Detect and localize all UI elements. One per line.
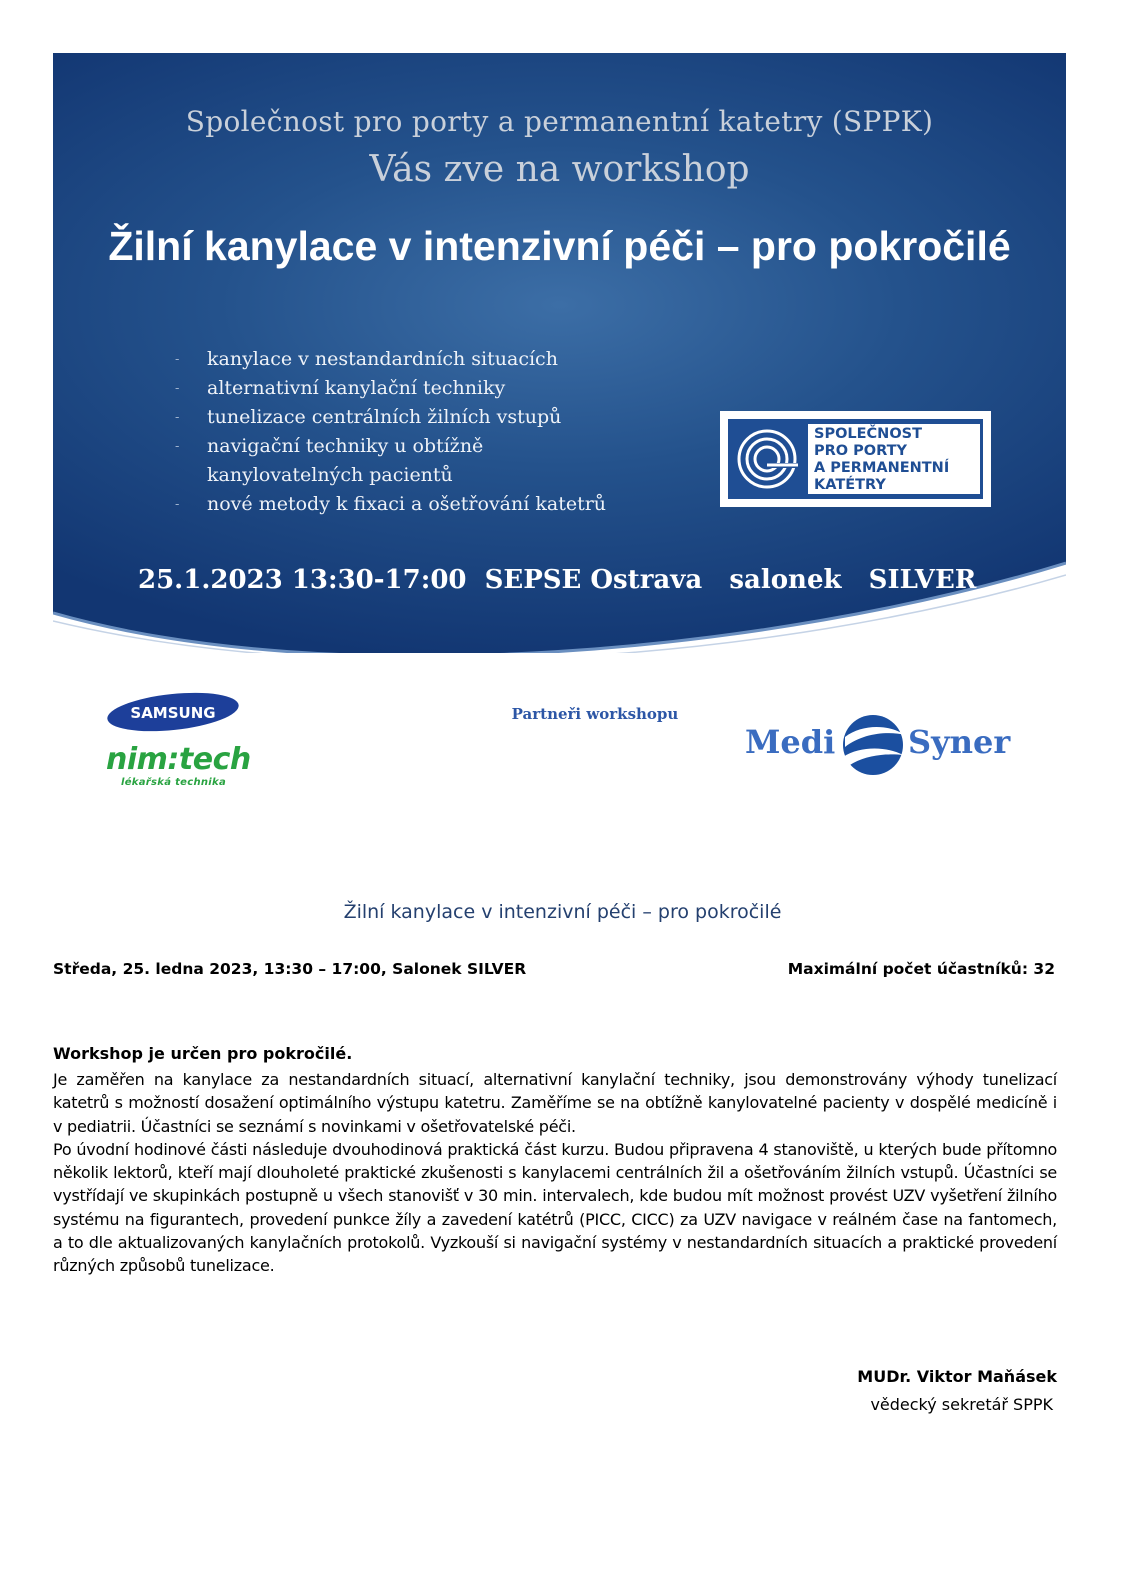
bullet-dash: - xyxy=(175,352,180,367)
signature-role: vědecký sekretář SPPK xyxy=(870,1395,1053,1414)
samsung-text: SAMSUNG xyxy=(130,704,216,722)
topic-text: tunelizace centrálních žilních vstupů xyxy=(207,406,562,428)
logo-line: KATÉTRY xyxy=(814,477,886,493)
workshop-banner xyxy=(53,53,1066,653)
topic-item xyxy=(171,490,691,519)
invitation-text: Vás zve na workshop xyxy=(369,149,750,190)
sppk-logo-text xyxy=(808,424,980,494)
topic-item xyxy=(171,432,547,490)
medisyner-logo-left: Medi xyxy=(745,723,836,761)
nimtech-tagline: lékařská technika xyxy=(121,777,227,788)
topic-list xyxy=(171,345,691,519)
topic-text: navigační techniky u obtížně kanylovatelných pacientů xyxy=(207,435,484,486)
samsung-logo xyxy=(106,691,240,733)
medisyner-globe-icon xyxy=(833,705,913,785)
logo-line: PRO PORTY xyxy=(814,443,908,459)
bullet-dash: - xyxy=(175,497,180,512)
event-when-where: Středa, 25. ledna 2023, 13:30 – 17:00, Salonek SILVER xyxy=(53,960,527,978)
bullet-dash: - xyxy=(175,381,180,396)
spiral-icon xyxy=(732,423,802,495)
sppk-logo xyxy=(720,411,991,507)
medisyner-logo-right: Syner xyxy=(908,723,1011,761)
description-paragraph: Je zaměřen na kanylace za nestandardních situací, alternativní kanylační techniky, jsou demonstrovány výhody tunelizací katetrů s možností dosažení optimálního výstupu katetru. Zaměříme se na obtížně kanylovatelné pacienty v dospělé medicíně i v pediatrii. Účastníci se seznámí s novinkami v ošetřovatelské péči. Po úvodní hodinové části následuje dvouhodinová praktická část kurzu. Budou připravena 4 stanoviště, u kterých bude přítomno několik lektorů, kteří mají dlouholeté praktické zkušenosti s kanylacemi centrálních žil a ošetřováním žilních vstupů. Účastníci se vystřídají ve skupinkách postupně u všech stanovišť v 30 min. intervalech, kde budou mít možnost provést UZV vyšetření žilního systému na figurantech, provedení punkce žíly a zavedení katétrů (PICC, CICC) za UZV navigace v reálném čase na fantomech, a to dle aktualizovaných kanylačních protokolů. Vyzkouší si navigační systémy v nestandardních situacích a praktické provedení různých způsobů tunelizace. xyxy=(53,1070,1057,1276)
event-date-venue: 25.1.2023 13:30-17:00 SEPSE Ostrava salonek SILVER xyxy=(138,565,977,595)
sppk-logo-frame xyxy=(728,419,983,499)
topic-text: alternativní kanylační techniky xyxy=(207,377,506,399)
topic-item xyxy=(171,345,691,374)
organization-name: Společnost pro porty a permanentní katetry (SPPK) xyxy=(185,105,934,138)
partners-label: Partneři workshopu xyxy=(511,705,679,723)
bullet-dash: - xyxy=(175,410,180,425)
logo-line: A PERMANENTNÍ xyxy=(814,460,950,476)
banner-title: Žilní kanylace v intenzivní péči – pro pokročilé xyxy=(108,223,1011,269)
bullet-dash: - xyxy=(175,439,180,454)
event-capacity: Maximální počet účastníků: 32 xyxy=(787,960,1055,978)
topic-item xyxy=(171,403,691,432)
topic-item xyxy=(171,374,691,403)
topic-text: kanylace v nestandardních situacích xyxy=(207,348,558,370)
nimtech-logo: nim:tech xyxy=(106,742,251,777)
logo-line: SPOLEČNOST xyxy=(814,426,922,442)
document-title: Žilní kanylace v intenzivní péči – pro pokročilé xyxy=(343,901,782,923)
intro-heading: Workshop je určen pro pokročilé. xyxy=(53,1044,353,1063)
signature-name: MUDr. Viktor Maňásek xyxy=(857,1367,1057,1386)
topic-text: nové metody k fixaci a ošetřování katetrů xyxy=(207,493,607,515)
